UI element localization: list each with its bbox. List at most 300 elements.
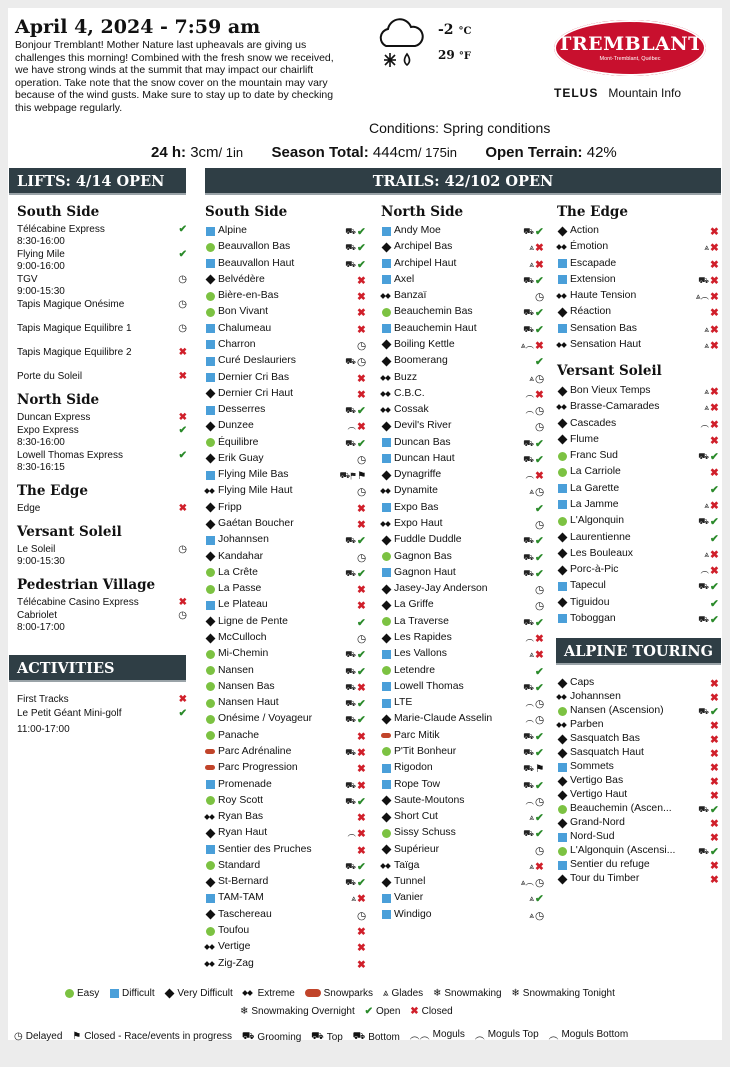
trail-section-title: The Edge: [557, 204, 628, 220]
open-check-icon: ✔: [710, 598, 719, 610]
difficulty-mark: [206, 845, 215, 854]
trail-name: Supérieur: [394, 843, 440, 855]
groomed-icon: ⛟: [698, 613, 709, 624]
trail-row: [205, 565, 368, 581]
trail-name: Letendre: [394, 664, 436, 676]
trail-row: [557, 464, 721, 480]
very-difficult-diamond-icon: [381, 421, 391, 431]
trail-name: Franc Sud: [570, 450, 618, 462]
open-check-icon: ✔: [535, 552, 544, 564]
trail-name: Kandahar: [218, 550, 264, 562]
difficulty-mark: [205, 617, 215, 627]
difficulty-mark: [382, 682, 391, 691]
groomer-icon: ⛟: [241, 1031, 255, 1042]
trails-header: TRAILS: 42/102 OPEN: [205, 168, 721, 195]
very-difficult-diamond-icon: [205, 421, 215, 431]
legend-snowmaking-tonight: ❄ Snowmaking Tonight: [511, 988, 615, 999]
difficult-square-icon: [205, 600, 215, 610]
groomed-icon: ⛟: [698, 846, 709, 856]
trail-name: Mi-Chemin: [218, 648, 269, 660]
trail-name: McCulloch: [218, 632, 267, 643]
very-difficult-diamond-icon: [381, 714, 391, 724]
trail-row: [381, 777, 546, 793]
trail-condition-icons: [345, 695, 356, 711]
closed-cross-icon: ✖: [357, 943, 366, 955]
trail-name: Cascades: [570, 417, 617, 429]
difficulty-mark: [206, 471, 215, 480]
trail-name: Extension: [570, 273, 616, 285]
trail-row: [205, 890, 368, 906]
trail-name: Beauvallon Haut: [218, 257, 295, 269]
trail-row: [205, 614, 368, 630]
very-difficult-diamond-icon: [557, 565, 567, 575]
difficulty-mark: [206, 715, 215, 724]
glades-icon: ⩓: [529, 893, 534, 904]
trail-row: [205, 402, 368, 418]
trail-name: La Griffe: [394, 599, 434, 611]
trail-row: [557, 288, 721, 304]
difficulty-mark: [205, 959, 215, 969]
open-check-icon: ✔: [710, 805, 719, 816]
legend-open: ✔ Open: [364, 1006, 401, 1017]
very-difficult-diamond-icon: [205, 454, 215, 464]
trail-row: [381, 418, 546, 434]
easy-circle-icon: [557, 467, 567, 477]
groomed-icon: ⛟: [523, 323, 534, 334]
difficulty-mark: [205, 519, 215, 529]
lift-row: [17, 610, 187, 634]
difficult-square-icon: [557, 484, 567, 494]
closed-cross-icon: ✖: [710, 791, 719, 802]
difficulty-mark: [206, 585, 215, 594]
trail-name: Banzaï: [394, 290, 427, 302]
difficulty-mark: [205, 421, 215, 431]
open-check-icon: ✔: [178, 249, 187, 260]
difficult-square-icon: [557, 581, 567, 591]
closed-cross-icon: ✖: [710, 833, 719, 844]
very-difficult-diamond-icon: [205, 828, 215, 838]
trail-row: [205, 695, 368, 711]
closed-cross-icon: ✖: [710, 693, 719, 704]
closed-cross-icon: ✖: [357, 308, 366, 320]
trail-row: [557, 562, 721, 578]
open-check-icon: ✔: [535, 324, 544, 336]
trail-name: Rigodon: [394, 762, 433, 774]
trail-name: Toboggan: [570, 612, 616, 624]
trail-row: [381, 809, 546, 825]
trail-name: Axel: [394, 273, 415, 285]
lift-row: [17, 347, 187, 359]
trail-name: Sasquatch Bas: [570, 733, 640, 744]
temperature-celsius: -2 °C: [438, 22, 472, 38]
trail-condition-icons: [696, 288, 709, 304]
groomed-icon: ⛟: [345, 405, 356, 416]
legend-grooming: ⛟ Grooming: [241, 1031, 302, 1043]
difficulty-mark: [382, 780, 391, 789]
trail-name: Panache: [218, 729, 260, 741]
trail-name: Ryan Haut: [218, 827, 268, 839]
trail-row: [205, 337, 368, 353]
trail-row: [557, 321, 721, 337]
difficulty-mark: [205, 633, 215, 643]
moguls-icon: ︵: [700, 418, 709, 429]
trail-name: Sissy Schuss: [394, 827, 456, 839]
open-check-icon: ✔: [710, 452, 719, 464]
snowmaking-tonight-icon: ❄: [511, 988, 520, 999]
trail-condition-icons: [345, 353, 356, 369]
trail-condition-icons: [523, 321, 534, 337]
trail-row: [381, 223, 546, 239]
groomed-icon: ⛟: [345, 258, 356, 269]
trail-row: [381, 907, 546, 923]
closed-cross-icon: ✖: [710, 566, 719, 578]
difficult-square-icon: [381, 568, 391, 578]
trail-row: [381, 256, 546, 272]
trail-row: [205, 874, 368, 890]
activity-name: First Tracks: [17, 694, 69, 705]
easy-circle-icon: [557, 846, 567, 856]
difficulty-mark: [381, 877, 391, 887]
extreme-double-diamond-icon: [381, 373, 391, 383]
legend-snowmaking-overnight: ❄ Snowmaking Overnight: [240, 1006, 355, 1017]
difficulty-mark: [205, 486, 215, 496]
trail-condition-icons: [525, 695, 534, 711]
trail-name: Desserres: [218, 404, 266, 416]
very-difficult-diamond-icon: [381, 242, 391, 252]
difficulty-mark: [206, 292, 215, 301]
closed-cross-icon: ✖: [535, 389, 544, 401]
difficulty-mark: [382, 829, 391, 838]
easy-circle-icon: [205, 291, 215, 301]
trail-condition-icons: [345, 223, 356, 239]
trail-row: [205, 663, 368, 679]
difficulty-mark: [206, 568, 215, 577]
difficulty-mark: [381, 584, 391, 594]
closed-cross-icon: ✖: [357, 894, 366, 906]
easy-circle-icon: [205, 649, 215, 659]
trail-name: Bière-en-Bas: [218, 290, 279, 302]
lift-row: [17, 544, 187, 568]
lift-row: [17, 371, 187, 383]
difficulty-mark: [557, 598, 567, 608]
trail-name: Dynamite: [394, 485, 438, 497]
trail-name: TAM-TAM: [218, 892, 264, 904]
trail-name: Flying Mile Haut: [218, 485, 293, 497]
closed-cross-icon: ✖: [710, 875, 719, 886]
difficult-square-icon: [205, 340, 215, 350]
glades-icon: ⩓: [704, 242, 709, 253]
difficulty-mark: [381, 486, 391, 496]
difficulty-mark: [206, 861, 215, 870]
very-difficult-diamond-icon: [381, 470, 391, 480]
closed-cross-icon: ✖: [357, 503, 366, 515]
groomed-icon: ⛟: [698, 581, 709, 592]
trail-condition-icons: [345, 679, 356, 695]
trail-name: Sensation Haut: [570, 338, 642, 350]
very-difficult-diamond-icon: [205, 877, 215, 887]
trail-row: [557, 513, 721, 529]
trail-row: [205, 467, 368, 483]
trail-condition-icons: [345, 663, 356, 679]
trail-condition-icons: [698, 578, 709, 594]
open-check-icon: ✔: [357, 878, 366, 890]
difficulty-mark: [557, 386, 567, 396]
groomed-icon: ⛟: [523, 307, 534, 318]
trail-row: [381, 549, 546, 565]
telus-sponsor: TELUS Mountain Info: [554, 86, 682, 100]
check-icon: ✔: [364, 1006, 373, 1017]
difficulty-mark: [557, 419, 567, 429]
trail-row: [557, 578, 721, 594]
difficulty-mark: [205, 812, 215, 822]
groomed-icon: ⛟: [698, 274, 709, 285]
difficult-square-icon: [381, 649, 391, 659]
trail-name: Johannsen: [570, 691, 621, 702]
trail-row: [205, 549, 368, 565]
race-flag-icon: ⚑: [357, 471, 367, 483]
difficulty-mark: [205, 942, 215, 952]
trail-row: [381, 858, 546, 874]
open-check-icon: ✔: [535, 536, 544, 548]
trail-row: [557, 223, 721, 239]
groomed-icon: ⛟: [523, 551, 534, 562]
difficulty-mark: [557, 748, 567, 758]
glades-icon: ⩓: [520, 877, 526, 888]
difficulty-mark: [557, 692, 567, 702]
trail-row: [205, 923, 368, 939]
difficulty-mark: [558, 468, 567, 477]
easy-circle-icon: [557, 516, 567, 526]
trail-condition-icons: [525, 386, 534, 402]
trail-name: Saute-Moutons: [394, 794, 465, 806]
closed-cross-icon: ✖: [357, 780, 366, 792]
legend-difficult: Difficult: [109, 988, 155, 999]
legend-moguls: ︵︵ Moguls: [409, 1029, 465, 1042]
open-check-icon: ✔: [535, 682, 544, 694]
difficulty-mark: [382, 650, 391, 659]
moguls-icon: ︵: [700, 565, 709, 576]
difficulty-mark: [382, 259, 391, 268]
very-difficult-diamond-icon: [557, 818, 567, 828]
trail-row: [381, 663, 546, 679]
difficulty-mark: [206, 259, 215, 268]
trail-row: [205, 679, 368, 695]
groomed-icon: ⛟: [523, 828, 534, 839]
very-difficult-diamond-icon: [205, 275, 215, 285]
difficulty-mark: [205, 454, 215, 464]
difficulty-mark: [558, 861, 567, 870]
trail-name: Les Bouleaux: [570, 547, 633, 559]
difficult-square-icon: [205, 780, 215, 790]
trail-name: Parc Adrénaline: [218, 745, 292, 757]
extreme-double-diamond-icon: [205, 959, 215, 969]
difficulty-mark: [206, 894, 215, 903]
trail-name: Les Vallons: [394, 648, 447, 660]
difficulty-mark: [381, 812, 391, 822]
open-check-icon: ✔: [178, 708, 187, 719]
trail-name: Ryan Bas: [218, 811, 264, 823]
moguls-icon: ︵: [525, 698, 534, 709]
difficulty-mark: [558, 517, 567, 526]
trail-name: Vanier: [394, 892, 424, 904]
trail-name: Marie-Claude Asselin: [394, 713, 493, 725]
difficulty-mark: [382, 438, 391, 447]
trail-condition-icons: [525, 793, 534, 809]
closed-cross-icon: ✖: [710, 500, 719, 512]
difficulty-mark: [558, 484, 567, 493]
trail-name: Sommets: [570, 761, 614, 772]
moguls-top-icon: ︵: [474, 1031, 485, 1042]
legend-moguls-top: ︵ Moguls Top: [474, 1029, 539, 1042]
trail-name: Bon Vivant: [218, 306, 269, 318]
difficulty-mark: [557, 435, 567, 445]
difficulty-mark: [206, 308, 215, 317]
trail-row: [381, 890, 546, 906]
difficulty-mark: [206, 650, 215, 659]
trail-condition-icons: [345, 532, 356, 548]
trail-row: [557, 272, 721, 288]
very-difficult-diamond-icon: [557, 874, 567, 884]
trail-row: [205, 760, 368, 776]
trail-condition-icons: [529, 483, 534, 499]
trail-row: [205, 793, 368, 809]
difficulty-mark: [206, 601, 215, 610]
closed-cross-icon: ✖: [357, 422, 366, 434]
trail-row: [557, 546, 721, 562]
trail-row: [205, 386, 368, 402]
legend-delayed: ◷ Delayed: [14, 1031, 63, 1042]
closed-cross-icon: ✖: [357, 829, 366, 841]
lift-section-title: Versant Soleil: [17, 524, 122, 540]
trail-name: Dernier Cri Bas: [218, 371, 290, 383]
extreme-double-diamond-icon: [205, 942, 215, 952]
trail-name: La Traverse: [394, 615, 449, 627]
trail-condition-icons: [704, 546, 709, 562]
trail-row: [205, 239, 368, 255]
closed-cross-icon: ✖: [710, 419, 719, 431]
groomed-icon: ⛟: [523, 730, 534, 741]
very-difficult-diamond-icon: [381, 877, 391, 887]
moguls-icon: ︵: [525, 714, 534, 725]
trail-name: Escapade: [570, 257, 617, 269]
trail-name: Dernier Cri Haut: [218, 387, 294, 399]
lift-hours: 9:00-16:00: [17, 261, 65, 272]
trail-condition-icons: [345, 744, 356, 760]
trail-row: [557, 337, 721, 353]
difficult-square-icon: [381, 698, 391, 708]
trail-name: Tiguidou: [570, 596, 610, 608]
trail-row: [557, 239, 721, 255]
trail-name: Gagnon Bas: [394, 550, 452, 562]
extreme-double-diamond-icon: [381, 291, 391, 301]
lift-name: Duncan Express: [17, 412, 91, 423]
groomed-icon: ⛟: [345, 437, 356, 448]
trail-row: [557, 481, 721, 497]
delayed-clock-icon: ◷: [535, 878, 545, 890]
legend-row-3: [14, 1027, 635, 1044]
trail-name: Sentier des Pruches: [218, 843, 312, 855]
open-check-icon: ✔: [535, 617, 544, 629]
open-check-icon: ✔: [710, 847, 719, 858]
closed-cross-icon: ✖: [357, 747, 366, 759]
trail-row: [205, 646, 368, 662]
trail-condition-icons: [345, 793, 356, 809]
difficult-square-icon: [381, 780, 391, 790]
difficulty-mark: [206, 243, 215, 252]
difficulty-mark: [382, 503, 391, 512]
legend-closed: ✖ Closed: [410, 1006, 453, 1017]
difficulty-mark: [381, 796, 391, 806]
legend-snowmaking: ❄ Snowmaking: [432, 988, 502, 999]
easy-circle-icon: [381, 828, 391, 838]
groomed-icon: ⛟: [345, 356, 356, 367]
glades-icon: ⩓: [529, 486, 534, 497]
trail-condition-icons: [345, 565, 356, 581]
very-difficult-diamond-icon: [205, 519, 215, 529]
trail-row: [381, 500, 546, 516]
trail-row: [381, 793, 546, 809]
trail-condition-icons: [523, 304, 534, 320]
trail-name: Charron: [218, 338, 256, 350]
groomed-icon: ⛟: [345, 746, 356, 757]
snowpark-icon: [381, 731, 391, 741]
trail-condition-icons: [698, 513, 709, 529]
trail-row: [205, 825, 368, 841]
delayed-clock-icon: ◷: [357, 634, 367, 645]
trail-row: [381, 679, 546, 695]
trail-name: Johannsen: [218, 534, 269, 546]
very-difficult-diamond-icon: [205, 552, 215, 562]
trail-name: Fuddle Duddle: [394, 534, 462, 546]
open-check-icon: ✔: [535, 894, 544, 906]
trail-row: [205, 777, 368, 793]
trail-condition-icons: [521, 337, 534, 353]
trail-row: [381, 760, 546, 776]
groomed-icon: ⛟: [345, 877, 356, 888]
trail-condition-icons: [698, 272, 709, 288]
trail-row: [205, 223, 368, 239]
difficult-square-icon: [205, 259, 215, 269]
difficulty-mark: [557, 226, 567, 236]
trail-condition-icons: [345, 256, 356, 272]
trail-name: Devil's River: [394, 420, 452, 432]
trail-row: [205, 744, 368, 760]
open-check-icon: ✔: [357, 243, 366, 255]
extreme-double-diamond-icon: [205, 812, 215, 822]
difficulty-mark: [557, 242, 567, 252]
open-check-icon: ✔: [535, 454, 544, 466]
easy-circle-icon: [381, 747, 391, 757]
moguls-icon: ︵: [525, 633, 534, 643]
delayed-clock-icon: ◷: [357, 357, 367, 369]
trail-row: [381, 304, 546, 320]
groomed-icon: ⛟: [698, 516, 709, 527]
closed-cross-icon: ✖: [710, 749, 719, 760]
closed-cross-icon: ✖: [535, 340, 544, 352]
closed-cross-icon: ✖: [710, 777, 719, 788]
trail-name: Nord-Sud: [570, 831, 615, 842]
difficulty-mark: [382, 894, 391, 903]
very-difficult-diamond-icon: [557, 533, 567, 543]
moguls-icon: ︵: [347, 421, 356, 432]
trail-name: Ligne de Pente: [218, 615, 288, 627]
trail-row: [557, 595, 721, 611]
easy-circle-icon: [381, 666, 391, 676]
easy-circle-icon: [205, 242, 215, 252]
difficult-square-icon: [205, 845, 215, 855]
trail-name: La Crête: [218, 566, 258, 578]
flag-icon: ⚑: [72, 1031, 82, 1042]
